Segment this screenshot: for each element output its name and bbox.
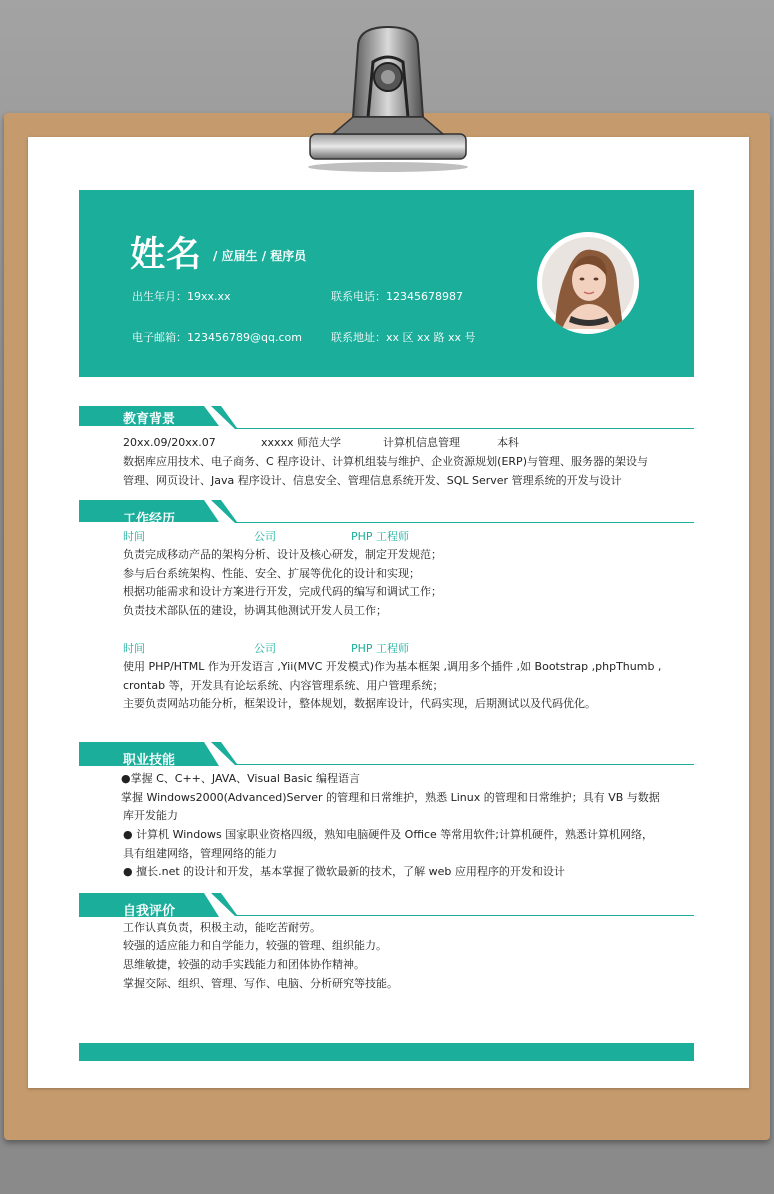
job-company: 公司 xyxy=(254,530,276,543)
job-duty: crontab 等，开发具有论坛系统、内容管理系统、用户管理系统； xyxy=(123,679,444,692)
education-degree: 本科 xyxy=(497,436,519,449)
self-evaluation-line: 较强的适应能力和自学能力，较强的管理、组织能力。 xyxy=(123,939,387,952)
course-line: 管理、网页设计、Java 程序设计、信息安全、管理信息系统开发、SQL Server 管理系统的开发与设计 xyxy=(123,474,622,487)
self-evaluation-line: 工作认真负责，积极主动，能吃苦耐劳。 xyxy=(123,921,321,934)
education-section-header xyxy=(79,406,694,432)
skill-line: ● 计算机 Windows 国家职业资格四级，熟知电脑硬件及 Office 等常用软件;计算机硬件，熟悉计算机网络， xyxy=(123,828,653,841)
job-time: 时间 xyxy=(123,642,145,655)
skill-line: ● 擅长.net 的设计和开发，基本掌握了微软最新的技术，了解 web 应用程序的开发和设计 xyxy=(123,865,565,878)
footer-bar xyxy=(79,1043,694,1061)
phone-number: 联系电话：12345678987 xyxy=(331,290,463,303)
section-title: 自我评价 xyxy=(123,904,176,919)
work-section-header xyxy=(79,500,694,526)
avatar xyxy=(537,232,639,334)
job-duty: 参与后台系统架构、性能、安全、扩展等优化的设计和实现； xyxy=(123,567,420,580)
course-line: 数据库应用技术、电子商务、C 程序设计、计算机组装与维护、企业资源规划(ERP)与管理、服务器的架设与 xyxy=(123,455,648,468)
self-evaluation-line: 掌握交际、组织、管理、写作、电脑、分析研究等技能。 xyxy=(123,977,398,990)
resume-header xyxy=(79,190,694,377)
job-company: 公司 xyxy=(254,642,276,655)
role-text: / 应届生 / 程序员 xyxy=(213,249,307,263)
education-major: 计算机信息管理 xyxy=(383,436,460,449)
name-heading: 姓名 xyxy=(130,235,203,275)
section-title: 教育背景 xyxy=(123,412,176,427)
job-duty: 主要负责网站功能分析，框架设计，整体规划，数据库设计，代码实现，后期测试以及代码优化。 xyxy=(123,697,596,710)
job-position: PHP 工程师 xyxy=(351,530,410,543)
skill-line: 具有组建网络，管理网络的能力 xyxy=(123,847,277,860)
portrait-photo-icon xyxy=(537,232,639,334)
binder-clip-icon xyxy=(298,22,478,177)
job-duty: 负责完成移动产品的架构分析、设计及核心研发，制定开发规范； xyxy=(123,548,442,561)
skill-line: 掌握 Windows2000(Advanced)Server 的管理和日常维护，熟悉 Linux 的管理和日常维护；具有 VB 与数据 xyxy=(121,791,660,804)
self-evaluation-section-header xyxy=(79,893,694,919)
birth-date: 出生年月：19xx.xx xyxy=(132,290,231,303)
job-duty: 使用 PHP/HTML 作为开发语言 ,Yii(MVC 开发模式)作为基本框架 ,调用多个插件 ,如 Bootstrap ,phpThumb , xyxy=(123,660,662,673)
skills-section-header xyxy=(79,742,694,768)
skill-line: ●掌握 C、C++、JAVA、Visual Basic 编程语言 xyxy=(121,772,361,785)
self-evaluation-line: 思维敏捷，较强的动手实践能力和团体协作精神。 xyxy=(123,958,365,971)
job-position: PHP 工程师 xyxy=(351,642,410,655)
section-title: 职业技能 xyxy=(123,753,176,768)
job-duty: 根据功能需求和设计方案进行开发，完成代码的编写和调试工作； xyxy=(123,585,442,598)
education-date: 20xx.09/20xx.07 xyxy=(123,436,216,449)
education-school: xxxxx 师范大学 xyxy=(261,436,342,449)
home-address: 联系地址：xx 区 xx 路 xx 号 xyxy=(331,331,476,344)
section-title: 工作经历 xyxy=(123,512,176,527)
skill-line: 库开发能力 xyxy=(123,809,178,822)
job-time: 时间 xyxy=(123,530,145,543)
email-address: 电子邮箱：123456789@qq.com xyxy=(132,331,302,344)
job-duty: 负责技术部队伍的建设，协调其他测试开发人员工作； xyxy=(123,604,387,617)
